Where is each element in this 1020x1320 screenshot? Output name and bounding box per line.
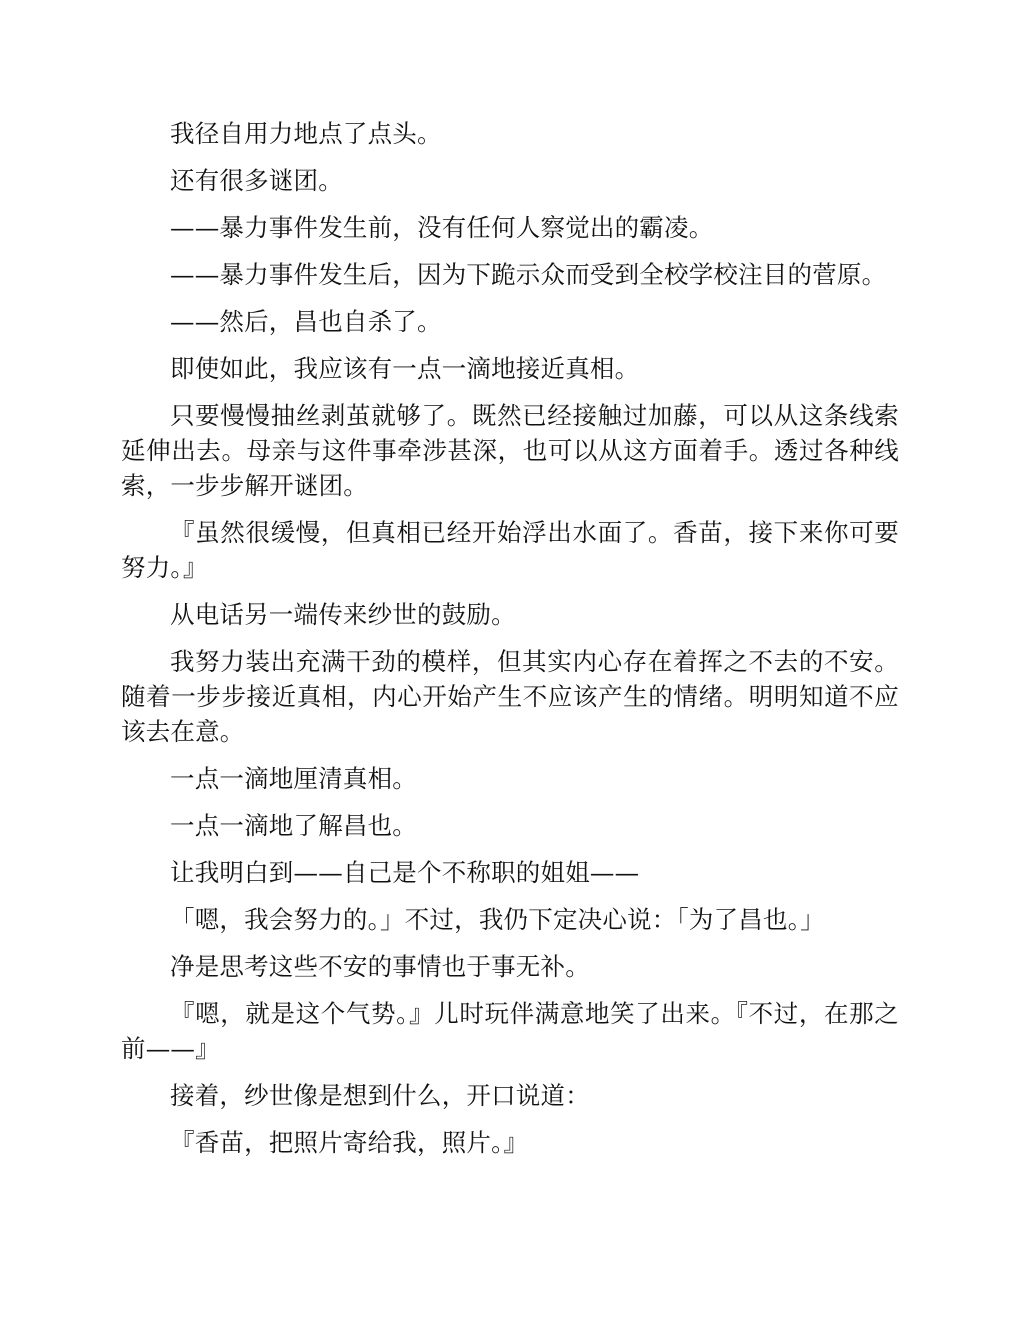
paragraph: 还有很多谜团。 <box>170 166 343 195</box>
paragraph: 「嗯，我会努力的。」不过，我仍下定决心说：「为了昌也。」 <box>170 905 825 934</box>
paragraph: 即使如此，我应该有一点一滴地接近真相。 <box>170 354 640 383</box>
paragraph: 从电话另一端传来纱世的鼓励。 <box>170 600 516 629</box>
paragraph: 『嗯，就是这个气势。』儿时玩伴满意地笑了出来。『不过，在那之前——』 <box>121 999 899 1063</box>
paragraph: 只要慢慢抽丝剥茧就够了。既然已经接触过加藤，可以从这条线索延伸出去。母亲与这件事牵涉甚深，也可以从这方面着手。透过各种线索，一步步解开谜团。 <box>121 401 899 500</box>
paragraph: ——暴力事件发生前，没有任何人察觉出的霸凌。 <box>170 213 714 242</box>
page-body <box>121 116 899 1172</box>
paragraph: ——暴力事件发生后，因为下跪示众而受到全校学校注目的菅原。 <box>170 260 887 289</box>
paragraph: 净是思考这些不安的事情也于事无补。 <box>170 952 590 981</box>
paragraph: 我径自用力地点了点头。 <box>170 119 442 148</box>
paragraph: 让我明白到——自己是个不称职的姐姐—— <box>170 858 640 887</box>
paragraph: 接着，纱世像是想到什么，开口说道： <box>170 1081 590 1110</box>
paragraph: 我努力装出充满干劲的模样，但其实内心存在着挥之不去的不安。随着一步步接近真相，内心开始产生不应该产生的情绪。明明知道不应该去在意。 <box>121 647 899 746</box>
paragraph: 一点一滴地了解昌也。 <box>170 811 417 840</box>
paragraph: 『虽然很缓慢，但真相已经开始浮出水面了。香苗，接下来你可要努力。』 <box>121 518 899 582</box>
paragraph: 『香苗，把照片寄给我，照片。』 <box>170 1128 529 1157</box>
paragraph: ——然后，昌也自杀了。 <box>170 307 442 336</box>
paragraph: 一点一滴地厘清真相。 <box>170 764 417 793</box>
